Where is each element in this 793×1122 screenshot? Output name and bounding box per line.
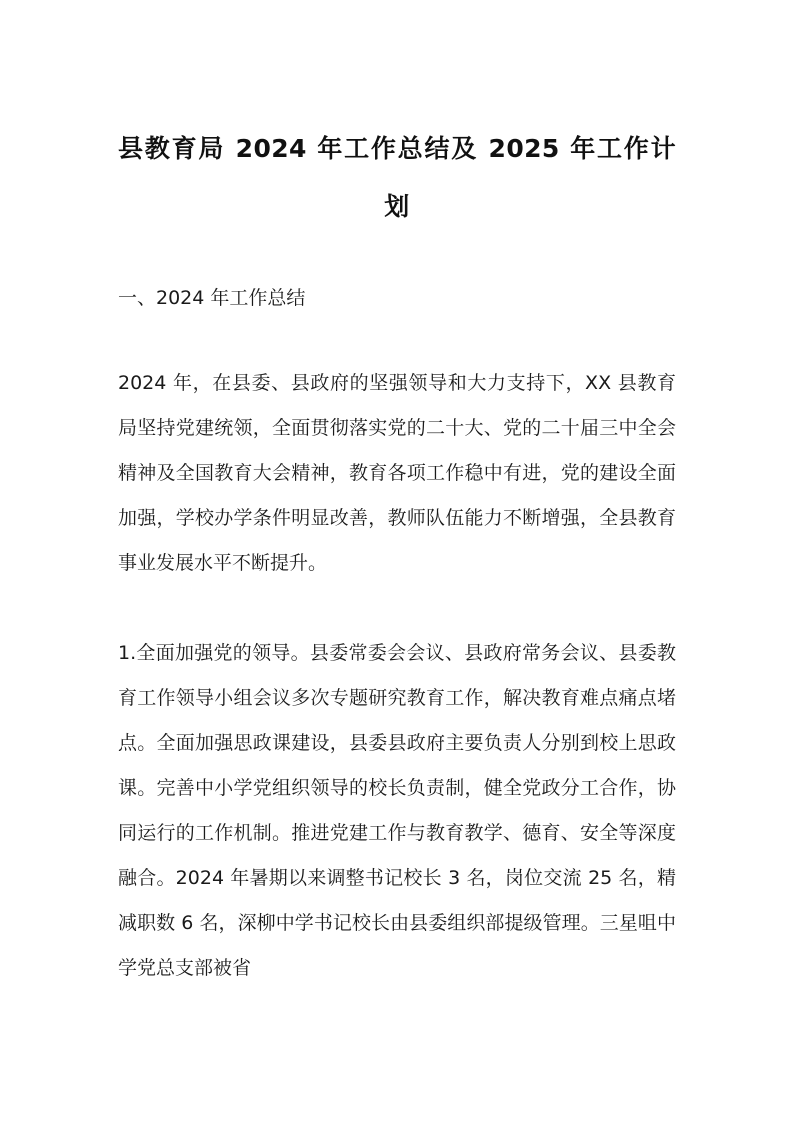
section-heading-2024-summary: 一、2024 年工作总结 (118, 287, 306, 309)
page-title-text: 县教育局 2024 年工作总结及 2025 年工作计划 (118, 134, 676, 221)
document-content (118, 0, 676, 991)
paragraph-overview: 2024 年，在县委、县政府的坚强领导和大力支持下，XX 县教育局坚持党建统领，全面贯彻落实党的二十大、党的二十届三中全会精神及全国教育大会精神，教育各项工作稳中有进，党的建设全面加强，学校办学条件明显改善，教师队伍能力不断增强，全县教育事业发展水平不断提升。 (118, 372, 676, 574)
page-title (118, 0, 676, 236)
paragraph-party-leadership: 1.全面加强党的领导。县委常委会会议、县政府常务会议、县委教育工作领导小组会议多次专题研究教育工作，解决教育难点痛点堵点。全面加强思政课建设，县委县政府主要负责人分别到校上思政课。完善中小学党组织领导的校长负责制，健全党政分工合作，协同运行的工作机制。推进党建工作与教育教学、德育、安全等深度融合。2024 年暑期以来调整书记校长 3 名，岗位交流 25 名，精减职数 6 名，深柳中学书记校长由县委组织部提级管理。三星咀中学党总支部被省 (118, 642, 676, 979)
